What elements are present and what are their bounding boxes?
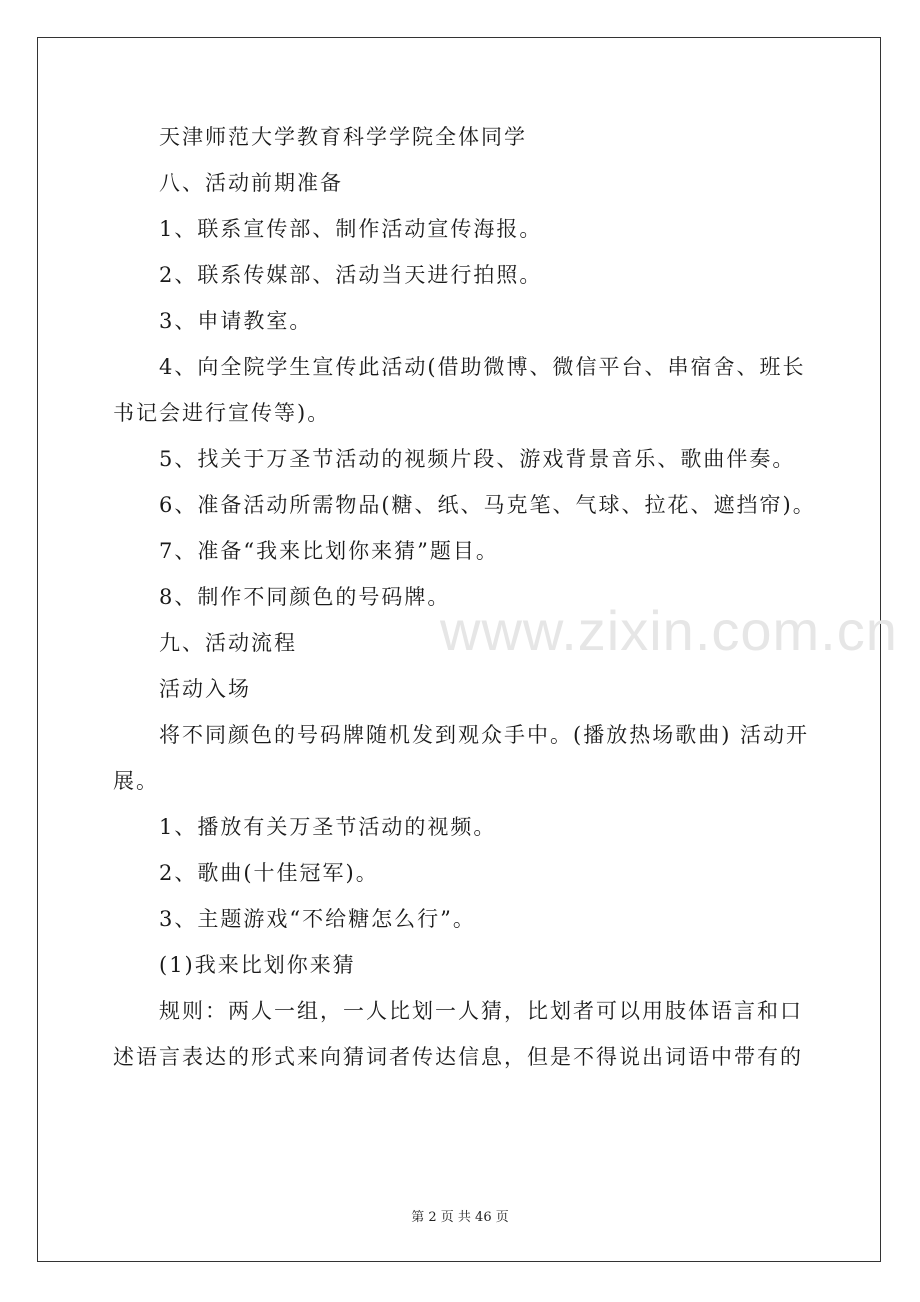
paragraph: 1、播放有关万圣节活动的视频。: [159, 815, 497, 839]
paragraph: 将不同颜色的号码牌随机发到观众手中。(播放热场歌曲) 活动开: [159, 723, 810, 747]
page-number-footer: 第 2 页 共 46 页: [411, 1210, 509, 1225]
document-body: [113, 114, 817, 1080]
section-heading: 九、活动流程: [159, 631, 297, 655]
paragraph: 6、准备活动所需物品(糖、纸、马克笔、气球、拉花、遮挡帘)。: [159, 493, 816, 517]
paragraph: (1)我来比划你来猜: [159, 953, 356, 977]
paragraph-continuation: 述语言表达的形式来向猜词者传达信息，但是不得说出词语中带有的: [113, 1045, 803, 1069]
paragraph-continuation: 书记会进行宣传等)。: [113, 401, 331, 425]
paragraph: 3、主题游戏“不给糖怎么行”。: [159, 907, 476, 931]
paragraph: 活动入场: [159, 677, 251, 701]
paragraph: 天津师范大学教育科学学院全体同学: [159, 125, 527, 149]
paragraph: 1、联系宣传部、制作活动宣传海报。: [159, 217, 543, 241]
watermark: www.zixin.com.cn: [440, 599, 898, 662]
paragraph-continuation: 展。: [113, 769, 159, 793]
paragraph: 规则：两人一组，一人比划一人猜，比划者可以用肢体语言和口: [159, 999, 803, 1023]
paragraph: 2、歌曲(十佳冠军)。: [159, 861, 379, 885]
paragraph: 4、向全院学生宣传此活动(借助微博、微信平台、串宿舍、班长: [159, 355, 806, 379]
paragraph: 8、制作不同颜色的号码牌。: [159, 585, 451, 609]
paragraph: 5、找关于万圣节活动的视频片段、游戏背景音乐、歌曲伴奏。: [159, 447, 796, 471]
paragraph: 3、申请教室。: [159, 309, 313, 333]
paragraph: 7、准备“我来比划你来猜”题目。: [159, 539, 499, 563]
section-heading: 八、活动前期准备: [159, 171, 343, 195]
paragraph: 2、联系传媒部、活动当天进行拍照。: [159, 263, 543, 287]
